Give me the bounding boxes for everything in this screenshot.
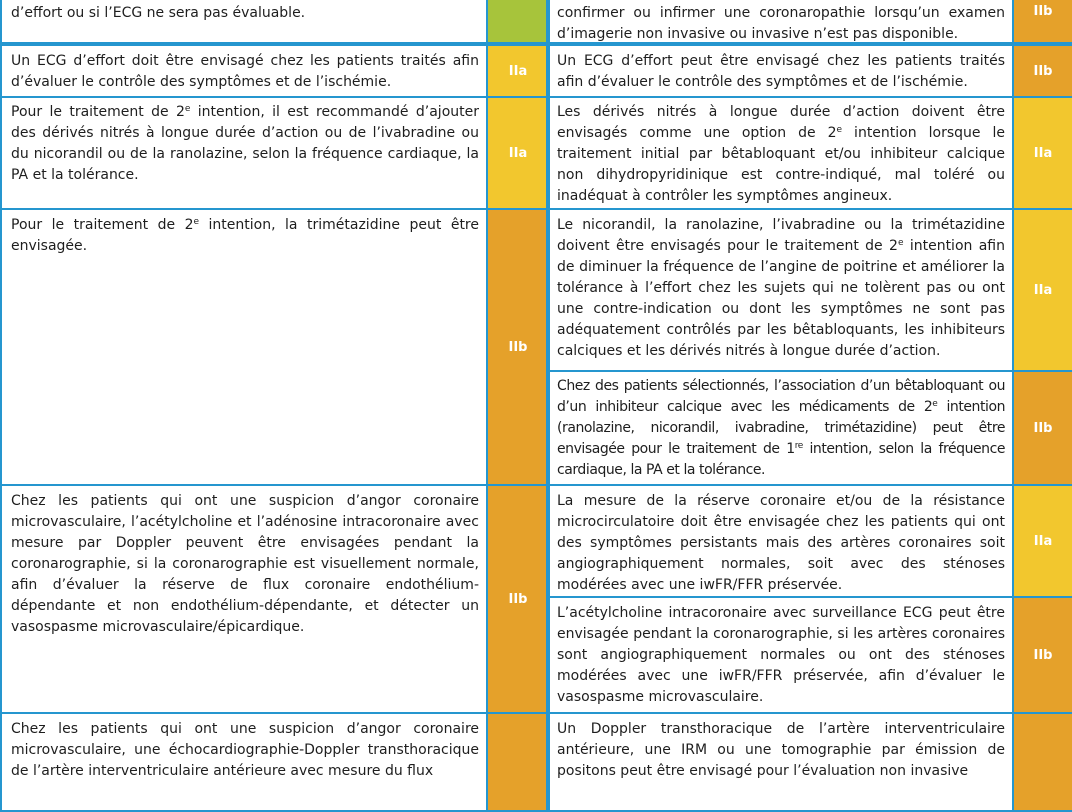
- class-label: IIa: [1033, 145, 1053, 161]
- table-row-3-left: [0, 208, 490, 486]
- recommendation-text: confirmer ou infirmer une coronaropathie lorsqu’un examen d’imagerie non invasive ou invasive n’est pas disponible.: [557, 5, 1005, 42]
- table-row-3-right-a: [546, 208, 1016, 372]
- class-label: IIa: [508, 63, 528, 79]
- table-row-0-left: [0, 0, 490, 44]
- table-row-5-right: [546, 712, 1016, 812]
- table-row-1-left: [0, 44, 490, 98]
- class-badge-row-4-right-a: [1012, 484, 1072, 598]
- class-badge-row-2-right: [1012, 96, 1072, 210]
- table-row-4-right-a: [546, 484, 1016, 598]
- recommendation-text: Un Doppler transthoracique de l’artère interventriculaire antérieure, une IRM ou une tomographie par émission de positons peut être envisagé pour l’évaluation non invasive: [557, 721, 1005, 779]
- class-label: IIb: [508, 339, 528, 355]
- recommendation-text: Le nicorandil, la ranolazine, l’ivabradine ou la trimétazidine doivent être envisagés pour le traitement de 2e intention afin de diminuer la fréquence de l’angine de poitrine et améliorer la tolérance à l’effort chez les sujets qui ne tolèrent pas ou ont une contre-indication ou dont les symptômes ne sont pas adéquatement contrôlés par les bêtabloquants, les inhibiteurs calciques et les dérivés nitrés à longue durée d’action.: [557, 217, 1005, 359]
- recommendation-text: d’effort ou si l’ECG ne sera pas évaluable.: [11, 5, 306, 21]
- class-badge-row-3-left: [486, 208, 550, 486]
- recommendation-text: Un ECG d’effort doit être envisagé chez les patients traités afin d’évaluer le contrôle des symptômes et de l’ischémie.: [11, 53, 479, 90]
- table-row-2-right: [546, 96, 1016, 210]
- class-badge-row-3-right-b: [1012, 370, 1072, 486]
- class-badge-row-1-right: [1012, 44, 1072, 98]
- table-row-0-right: [546, 0, 1016, 44]
- class-label: IIb: [1033, 63, 1053, 79]
- recommendation-text: Pour le traitement de 2e intention, il est recommandé d’ajouter des dérivés nitrés à longue durée d’action ou de l’ivabradine ou du nicorandil ou de la ranolazine, selon la fréquence cardiaque, la PA et la tolérance.: [11, 104, 479, 183]
- table-row-4-right-b: [546, 596, 1016, 714]
- class-badge-row-0-right: [1012, 0, 1072, 44]
- class-badge-row-4-right-b: [1012, 596, 1072, 714]
- class-label: IIb: [1033, 420, 1053, 436]
- table-row-1-right: [546, 44, 1016, 98]
- class-badge-row-2-left: [486, 96, 550, 210]
- table-row-3-right-b: [546, 370, 1016, 486]
- recommendation-text: L’acétylcholine intracoronaire avec surveillance ECG peut être envisagée pendant la coronarographie, si les artères coronaires sont angiographiquement normales ou ont des sténoses modérées avec une iwFR/FFR préservée, afin d’évaluer le vasospasme microvasculaire.: [557, 605, 1005, 705]
- class-badge-row-5-left: [486, 712, 550, 812]
- class-label: IIa: [1033, 282, 1053, 298]
- table-row-2-left: [0, 96, 490, 210]
- class-label: IIa: [508, 145, 528, 161]
- class-label: IIa: [1033, 533, 1053, 549]
- class-label: IIb: [508, 591, 528, 607]
- recommendation-text: Pour le traitement de 2e intention, la trimétazidine peut être envisagée.: [11, 217, 479, 254]
- class-badge-row-5-right: [1012, 712, 1072, 812]
- class-badge-row-1-left: [486, 44, 550, 98]
- recommendation-text: Chez des patients sélectionnés, l’association d’un bêtabloquant ou d’un inhibiteur calcique avec les médicaments de 2e intention (ranolazine, nicorandil, ivabradine, trimétazidine) peut être envisagée pour le traitement de 1re intention, selon la fréquence cardiaque, la PA et la tolérance.: [557, 378, 1005, 478]
- class-badge-row-3-right-a: [1012, 208, 1072, 372]
- recommendation-text: Chez les patients qui ont une suspicion d’angor coronaire microvasculaire, l’acétylcholine et l’adénosine intracoronaire avec mesure par Doppler peuvent être envisagées pendant la coronarographie, si la coronarographie est visuellement normale, afin d’évaluer la réserve de flux coronaire endothélium-dépendante et non endothélium-dépendante, et détecter un vasospasme microvasculaire/épicardique.: [11, 493, 479, 635]
- class-label: IIb: [1033, 647, 1053, 663]
- class-badge-row-4-left: [486, 484, 550, 714]
- recommendation-text: Un ECG d’effort peut être envisagé chez les patients traités afin d’évaluer le contrôle des symptômes et de l’ischémie.: [557, 53, 1005, 90]
- table-row-5-left: [0, 712, 490, 812]
- recommendation-text: La mesure de la réserve coronaire et/ou de la résistance microcirculatoire doit être envisagée chez les patients qui ont des symptômes persistants mais des artères coronaires soit angiographiquement normales, soit avec des sténoses modérées avec une iwFR/FFR préservée.: [557, 493, 1005, 593]
- recommendation-text: Chez les patients qui ont une suspicion d’angor coronaire microvasculaire, une échocardiographie-Doppler transthoracique de l’artère interventriculaire antérieure avec mesure du flux: [11, 721, 479, 779]
- recommendation-text: Les dérivés nitrés à longue durée d’action doivent être envisagés comme une option de 2e intention lorsque le traitement initial par bêtabloquant et/ou inhibiteur calcique non dihydropyridinique est contre-indiqué, mal toléré ou inadéquat à contrôler les symptômes angineux.: [557, 104, 1005, 204]
- table-row-4-left: [0, 484, 490, 714]
- class-badge-row-0-left: [486, 0, 550, 44]
- class-label: IIb: [1033, 3, 1053, 19]
